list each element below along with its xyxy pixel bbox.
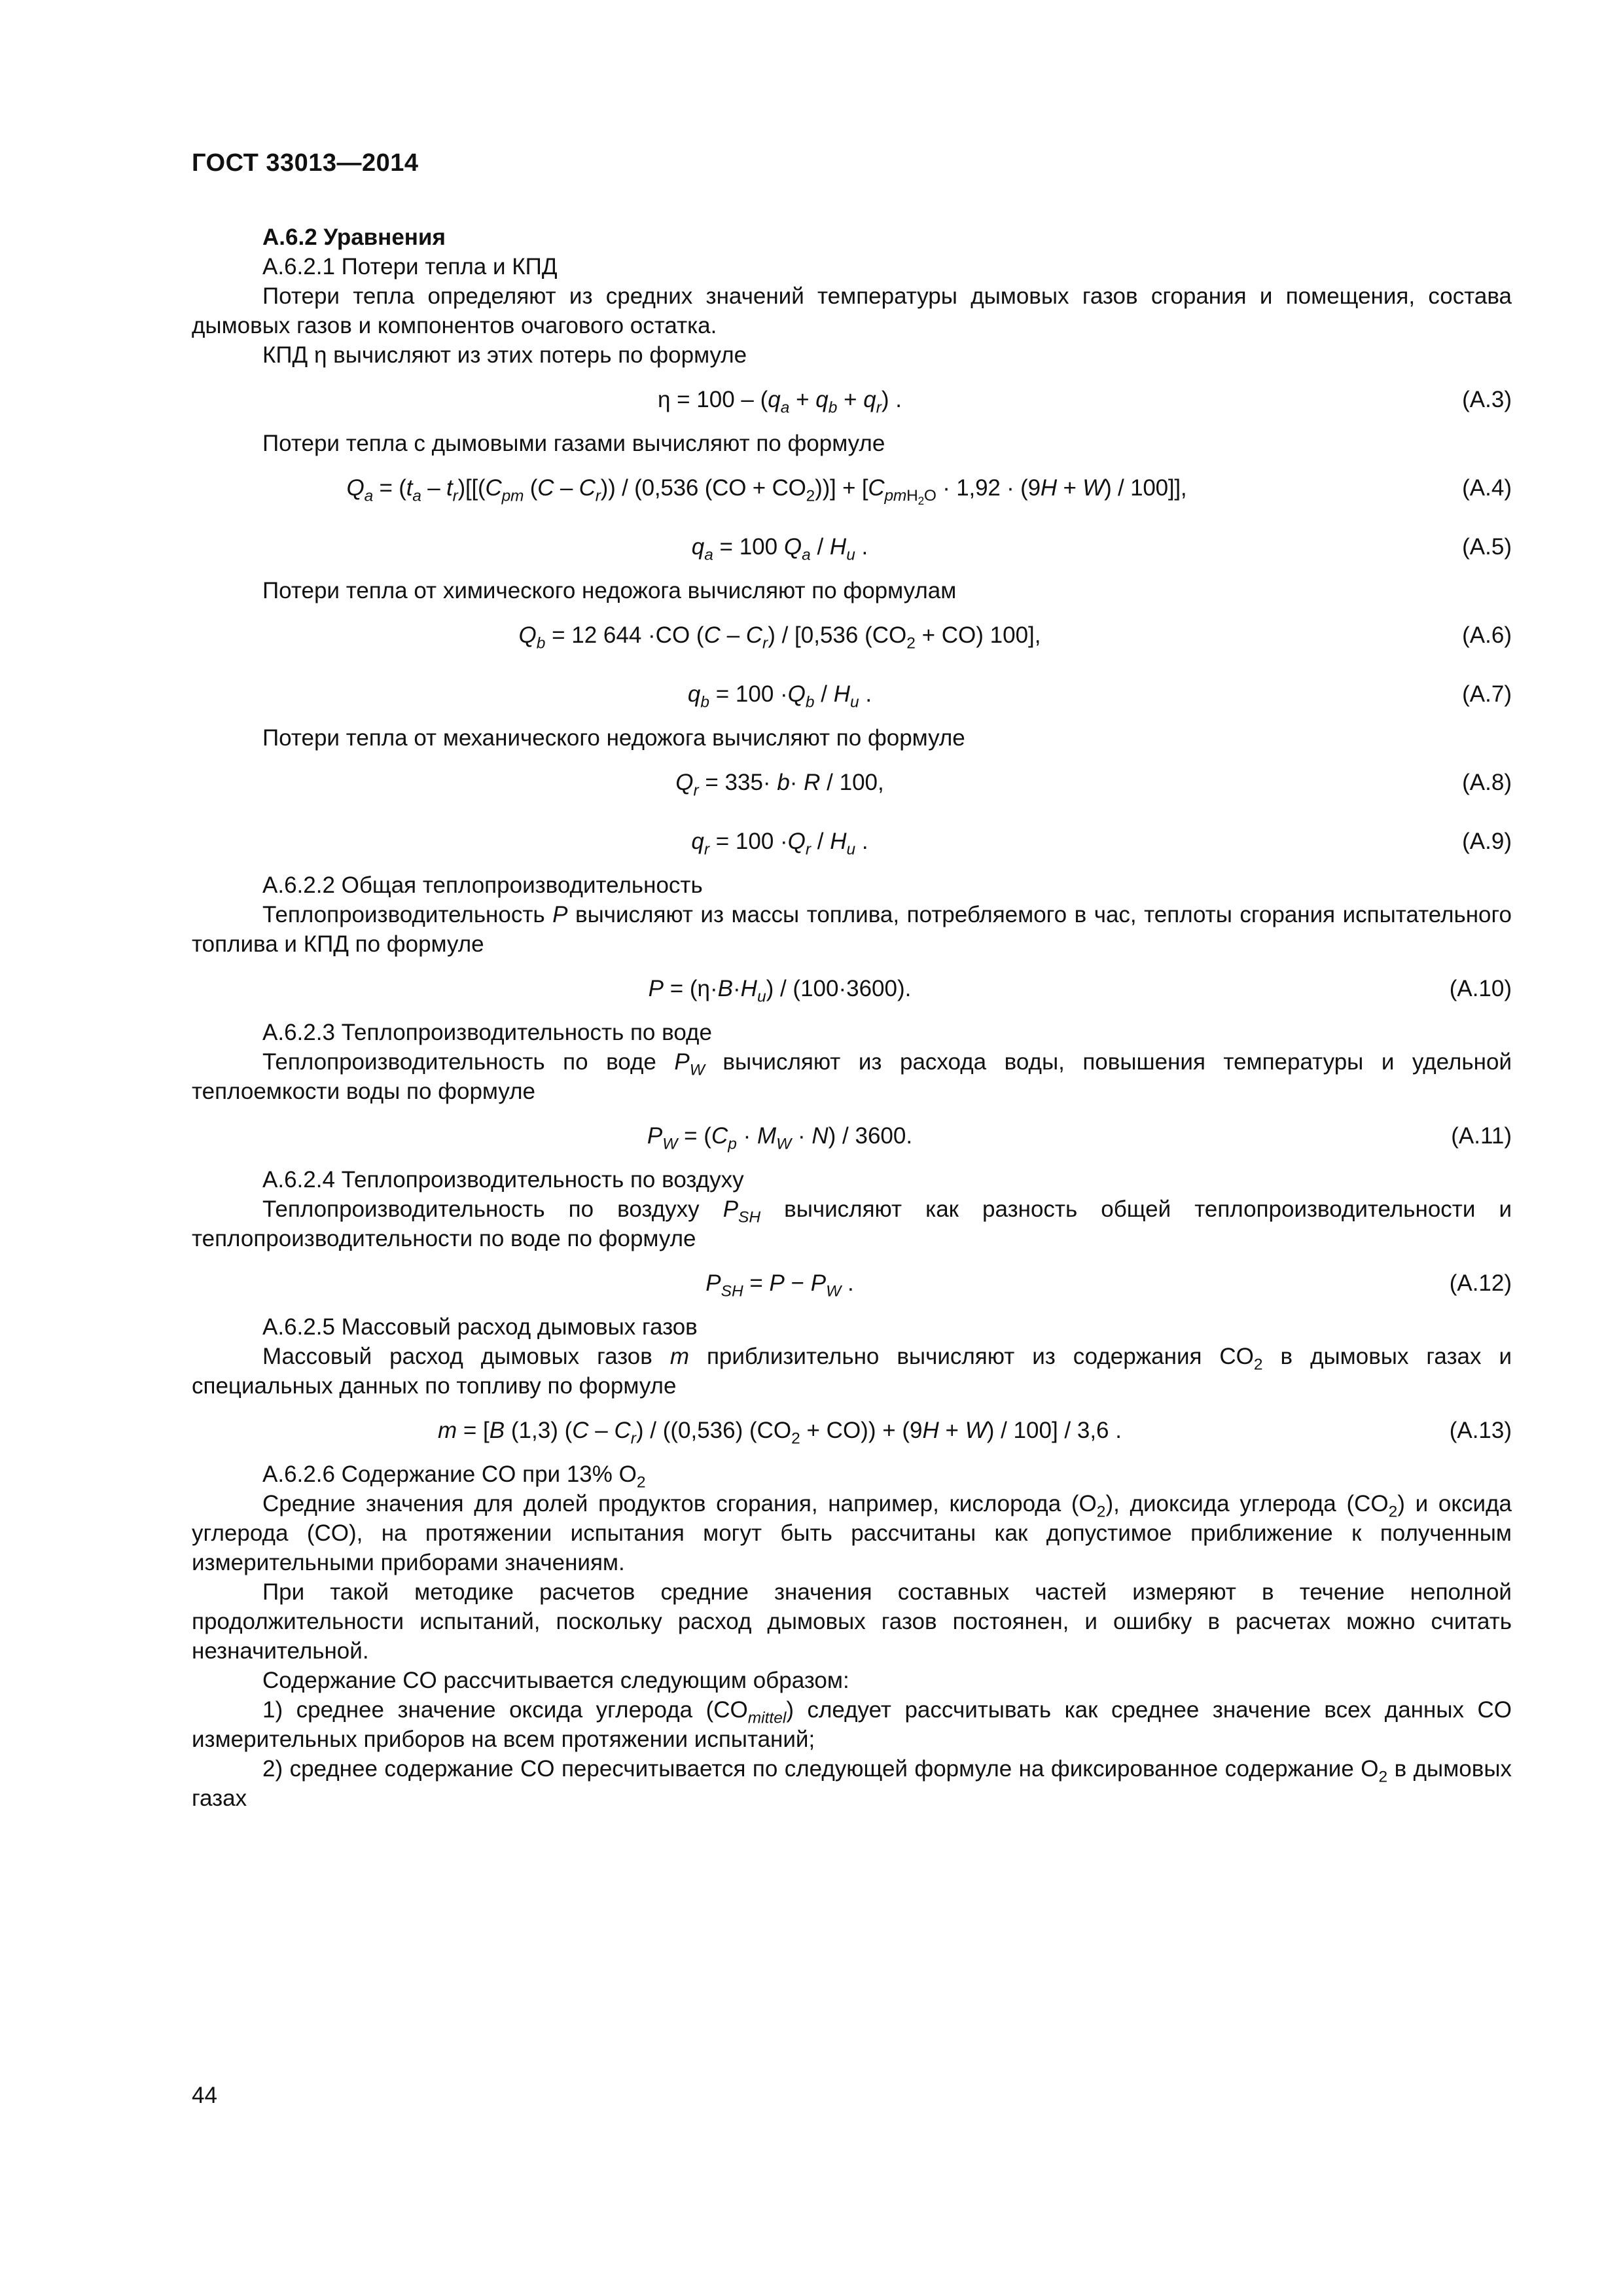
document-body bbox=[192, 223, 1512, 1813]
formula-a10: $P = (\eta\cdot B\cdot H_u) / (100\cdot 3600)$. (А.10) bbox=[192, 959, 1512, 1018]
paragraph: Теплопроизводительность P вычисляют из массы топлива, потребляемого в час, теплоты сгорания испытательного топлива и КПД по формуле bbox=[192, 902, 1512, 957]
formula-number: (А.7) bbox=[1462, 681, 1512, 707]
formula-number: (А.11) bbox=[1451, 1122, 1512, 1149]
section-title-a624: А.6.2.4 Теплопроизводительность по воздуху bbox=[262, 1167, 744, 1193]
paragraph: Потери тепла определяют из средних значений температуры дымовых газов сгорания и помещения, состава дымовых газов и компонентов очагового остатка. bbox=[192, 283, 1512, 338]
section-title-a622: А.6.2.2 Общая теплопроизводительность bbox=[262, 872, 703, 898]
formula-number: (А.5) bbox=[1462, 533, 1512, 560]
paragraph: При такой методике расчетов средние значения составных частей измеряют в течение неполной продолжительности испытаний, поскольку расход дымовых газов постоянен, и ошибку в расчетах можно считать незначительной. bbox=[192, 1579, 1512, 1664]
formula-number: (А.10) bbox=[1449, 975, 1512, 1001]
formula-number: (А.6) bbox=[1462, 622, 1512, 648]
paragraph: Потери тепла с дымовыми газами вычисляют по формуле bbox=[262, 431, 885, 456]
formula-a4: $Q_a = (t_a - t_r)[[(C_{pm}$ $(C - C_r)) / (0,536$ $(CO + CO_2))] + [C_{pmH_2O} \cdot 1,92 \cdot (9H + W) / 100]$], (А.4) bbox=[166, 458, 1512, 517]
paragraph: Потери тепла от механического недожога вычисляют по формуле bbox=[262, 725, 965, 751]
section-title-a621: А.6.2.1 Потери тепла и КПД bbox=[262, 254, 558, 279]
list-item: 1) среднее значение оксида углерода $(CO_{mittel})$ следует рассчитывать как среднее значение всех данных CO измерительных приборов на всем протяжении испытаний; bbox=[192, 1697, 1512, 1752]
formula-a7: $q_b = 100 \cdot Q_b / H_u$ . (А.7) bbox=[192, 664, 1512, 723]
list-item: 2) среднее содержание CO пересчитывается по следующей формуле на фиксированное содержание $O_2$ в дымовых газах bbox=[192, 1756, 1512, 1811]
formula-number: (А.8) bbox=[1462, 769, 1512, 795]
formula-a9: $q_r = 100 \cdot Q_r / H_u$ . (А.9) bbox=[192, 812, 1512, 870]
section-title-a623: А.6.2.3 Теплопроизводительность по воде bbox=[262, 1020, 712, 1045]
section-title-a625: А.6.2.5 Массовый расход дымовых газов bbox=[262, 1314, 698, 1340]
section-title-a62: А.6.2 Уравнения bbox=[262, 224, 446, 250]
formula-a5: $q_a = 100$ $Q_a / H_u$ . (А.5) bbox=[192, 517, 1512, 576]
formula-number: (А.4) bbox=[1462, 475, 1512, 501]
paragraph: Потери тепла от химического недожога вычисляют по формулам bbox=[262, 578, 957, 603]
formula-a8: $Q_r = 335\cdot b\cdot R / 100$, (А.8) bbox=[192, 753, 1512, 812]
formula-a11: $P_W = (C_p \cdot M_W \cdot N) / 3600$. (А.11) bbox=[192, 1106, 1512, 1165]
paragraph: Средние значения для долей продуктов сгорания, например, кислорода $(O_2)$, диоксида углерода $(CO_2)$ и оксида углерода (CO), на протяжении испытания могут быть рассчитаны как допустимое приближение к полученным измерительными приборами значениям. bbox=[192, 1491, 1512, 1575]
paragraph: Теплопроизводительность по воде $P_W$ вычисляют из расхода воды, повышения температуры и удельной теплоемкости воды по формуле bbox=[192, 1049, 1512, 1104]
formula-a3: $\eta = 100 - (q_a + q_b + q_r)$ . (А.3) bbox=[192, 370, 1512, 429]
formula-number: (А.12) bbox=[1449, 1270, 1512, 1296]
formula-a12: $P_{SH} = P - P_W$ . (А.12) bbox=[192, 1253, 1512, 1312]
formula-number: (А.9) bbox=[1462, 828, 1512, 854]
formula-number: (А.3) bbox=[1462, 386, 1512, 412]
section-title-a626: А.6.2.6 Содержание CO при 13% $O_2$ bbox=[262, 1462, 646, 1492]
page-number: 44 bbox=[192, 2083, 217, 2108]
document-header: ГОСТ 33013—2014 bbox=[192, 149, 419, 177]
paragraph: Содержание CO рассчитывается следующим образом: bbox=[262, 1668, 849, 1693]
paragraph: КПД η вычисляют из этих потерь по формуле bbox=[262, 342, 747, 368]
formula-number: (А.13) bbox=[1449, 1417, 1512, 1443]
formula-a13: m = [B (1,3) $(C - C_r) / ((0,536) (CO_2 + CO)) + (9H + W) / 100] / 3,6$ . (А.13) bbox=[192, 1401, 1512, 1460]
paragraph: Теплопроизводительность по воздуху $P_{SH}$ вычисляют как разность общей теплопроизводительности и теплопроизводительности по воде по формуле bbox=[192, 1196, 1512, 1251]
formula-a6: $Q_b = 12$ 644 ·CO $(C - C_r) / [0,536$ $(CO_2 + CO)$ 100], (А.6) bbox=[192, 605, 1512, 664]
paragraph: Массовый расход дымовых газов m приблизительно вычисляют из содержания $CO_2$ в дымовых газах и специальных данных по топливу по формуле bbox=[192, 1344, 1512, 1399]
